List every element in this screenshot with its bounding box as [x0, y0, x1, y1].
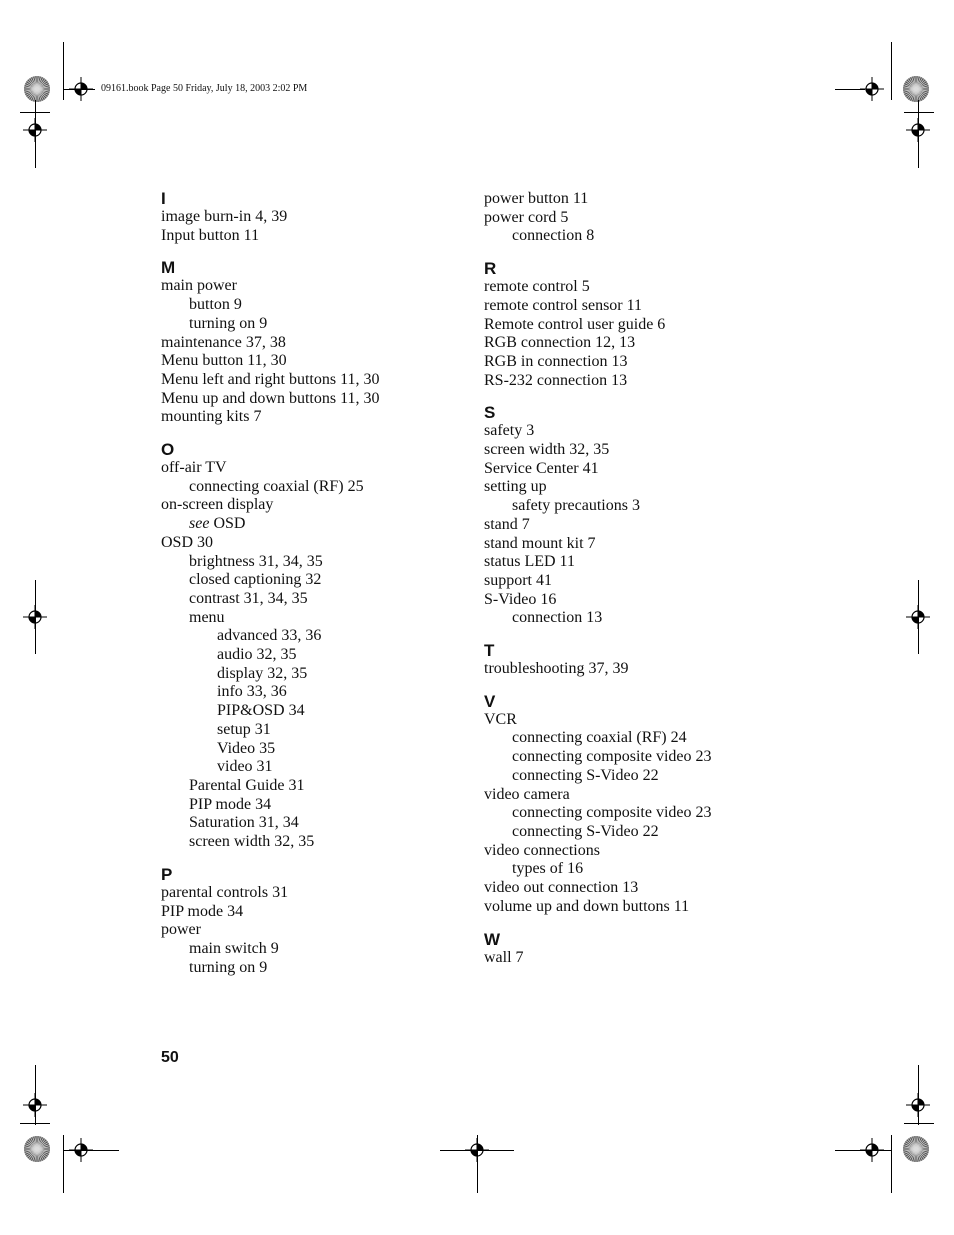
- index-section: [161, 190, 461, 245]
- crop-line: [20, 112, 50, 113]
- index-entry: video connections: [484, 841, 600, 859]
- index-entry: volume up and down buttons 11: [484, 897, 690, 915]
- index-entry: types of 16: [512, 860, 584, 878]
- index-section: [161, 866, 461, 978]
- index-entry: main power: [161, 277, 237, 295]
- index-entry: maintenance 37, 38: [161, 333, 286, 351]
- index-entry: setting up: [484, 478, 547, 496]
- index-entry: VCR: [484, 710, 517, 728]
- crop-line: [835, 1150, 891, 1151]
- star-target-icon: [902, 1135, 930, 1163]
- section-letter: P: [161, 864, 173, 884]
- index-entry: stand mount kit 7: [484, 534, 596, 552]
- index-entry: advanced 33, 36: [217, 627, 322, 645]
- index-entry: connecting composite video 23: [512, 748, 712, 766]
- index-entry: display 32, 35: [217, 664, 308, 682]
- index-entry: status LED 11: [484, 553, 575, 571]
- crop-line: [63, 1150, 119, 1151]
- section-letter: S: [484, 403, 496, 423]
- star-target-icon: [23, 75, 51, 103]
- index-entry: image burn-in 4, 39: [161, 208, 288, 225]
- crop-line: [918, 100, 919, 168]
- index-entry: Menu button 11, 30: [161, 352, 287, 370]
- index-entry: button 9: [189, 296, 242, 314]
- crop-line: [477, 1135, 478, 1193]
- index-entry: connecting coaxial (RF) 24: [512, 729, 687, 747]
- crop-line: [63, 1135, 64, 1193]
- index-entry: Remote control user guide 6: [484, 315, 666, 333]
- index-entry: power: [161, 921, 201, 939]
- index-section: [484, 931, 784, 968]
- index-entry: menu: [189, 608, 225, 626]
- crop-line: [35, 1065, 36, 1125]
- index-entry: Saturation 31, 34: [189, 814, 299, 832]
- crop-line: [63, 42, 64, 100]
- index-entry: remote control sensor 11: [484, 296, 643, 314]
- index-entry: connecting coaxial (RF) 25: [189, 477, 364, 495]
- index-entry: Input button 11: [161, 226, 260, 244]
- crop-line: [835, 89, 865, 90]
- crop-line: [35, 100, 36, 168]
- index-entry: video 31: [217, 758, 273, 776]
- index-entry: power button 11: [484, 190, 589, 207]
- index-entry: screen width 32, 35: [484, 441, 610, 459]
- index-entry: connecting S-Video 22: [512, 766, 659, 784]
- page-header: 09161.book Page 50 Friday, July 18, 2003 2:02 PM: [101, 83, 308, 94]
- index-entry: S-Video 16: [484, 590, 557, 608]
- index-column-right: [484, 190, 784, 981]
- section-letter: W: [484, 929, 501, 949]
- crop-line: [20, 1123, 50, 1124]
- index-entry: see OSD: [189, 515, 246, 533]
- section-letter: T: [484, 641, 495, 661]
- section-letter: O: [161, 440, 175, 460]
- index-entry: troubleshooting 37, 39: [484, 660, 629, 678]
- index-entry: contrast 31, 34, 35: [189, 589, 308, 607]
- index-entry: PIP&OSD 34: [217, 702, 305, 720]
- crop-line: [35, 580, 36, 654]
- index-section: [484, 190, 784, 246]
- section-letter: R: [484, 259, 497, 279]
- index-entry: OSD 30: [161, 533, 214, 551]
- index-entry: closed captioning 32: [189, 571, 322, 589]
- index-entry: remote control 5: [484, 278, 590, 296]
- crop-line: [63, 89, 95, 90]
- page-number: 50: [161, 1049, 179, 1066]
- index-entry: Menu up and down buttons 11, 30: [161, 389, 380, 407]
- index-entry: off-air TV: [161, 459, 227, 477]
- index-entry: safety 3: [484, 422, 535, 440]
- index-entry: connection 8: [512, 227, 595, 245]
- index-entry: Video 35: [217, 739, 276, 757]
- section-letter: I: [161, 189, 166, 208]
- index-entry: PIP mode 34: [189, 795, 272, 813]
- section-letter: M: [161, 258, 176, 278]
- index-entry: power cord 5: [484, 208, 569, 226]
- index-section: [484, 404, 784, 628]
- index-entry: video out connection 13: [484, 879, 639, 897]
- index-entry: info 33, 36: [217, 683, 287, 701]
- crop-line: [891, 1135, 892, 1193]
- crop-line: [440, 1150, 514, 1151]
- crop-line: [904, 1123, 934, 1124]
- index-entry: RGB in connection 13: [484, 352, 628, 370]
- index-entry: on-screen display: [161, 496, 274, 514]
- section-letter: V: [484, 691, 496, 711]
- star-target-icon: [23, 1135, 51, 1163]
- index-section: [161, 441, 461, 852]
- index-entry: PIP mode 34: [161, 902, 244, 920]
- index-entry: stand 7: [484, 515, 530, 533]
- index-entry: setup 31: [217, 720, 271, 738]
- crop-line: [918, 1065, 919, 1125]
- index-entry: mounting kits 7: [161, 408, 262, 426]
- index-entry: connection 13: [512, 609, 603, 627]
- index-section: [484, 693, 784, 917]
- index-entry: RS-232 connection 13: [484, 371, 628, 389]
- crop-line: [904, 112, 934, 113]
- index-entry: support 41: [484, 571, 552, 589]
- index-entry: screen width 32, 35: [189, 833, 315, 851]
- index-entry: brightness 31, 34, 35: [189, 552, 323, 570]
- index-entry: Parental Guide 31: [189, 776, 305, 794]
- index-section: [161, 259, 461, 427]
- index-entry: safety precautions 3: [512, 497, 640, 515]
- index-entry: parental controls 31: [161, 883, 289, 901]
- index-entry: main switch 9: [189, 939, 279, 957]
- index-entry: wall 7: [484, 948, 524, 966]
- index-entry: Service Center 41: [484, 459, 599, 477]
- crop-line: [891, 42, 892, 100]
- crop-line: [918, 580, 919, 654]
- index-entry: video camera: [484, 785, 570, 803]
- index-entry: connecting S-Video 22: [512, 822, 659, 840]
- index-entry: audio 32, 35: [217, 646, 297, 664]
- index-entry: Menu left and right buttons 11, 30: [161, 370, 380, 388]
- index-entry: turning on 9: [189, 314, 268, 332]
- index-entry: RGB connection 12, 13: [484, 334, 636, 352]
- index-entry: turning on 9: [189, 958, 268, 976]
- star-target-icon: [902, 75, 930, 103]
- index-section: [484, 642, 784, 679]
- index-column-left: [161, 190, 461, 991]
- index-section: [484, 260, 784, 390]
- index-entry: connecting composite video 23: [512, 804, 712, 822]
